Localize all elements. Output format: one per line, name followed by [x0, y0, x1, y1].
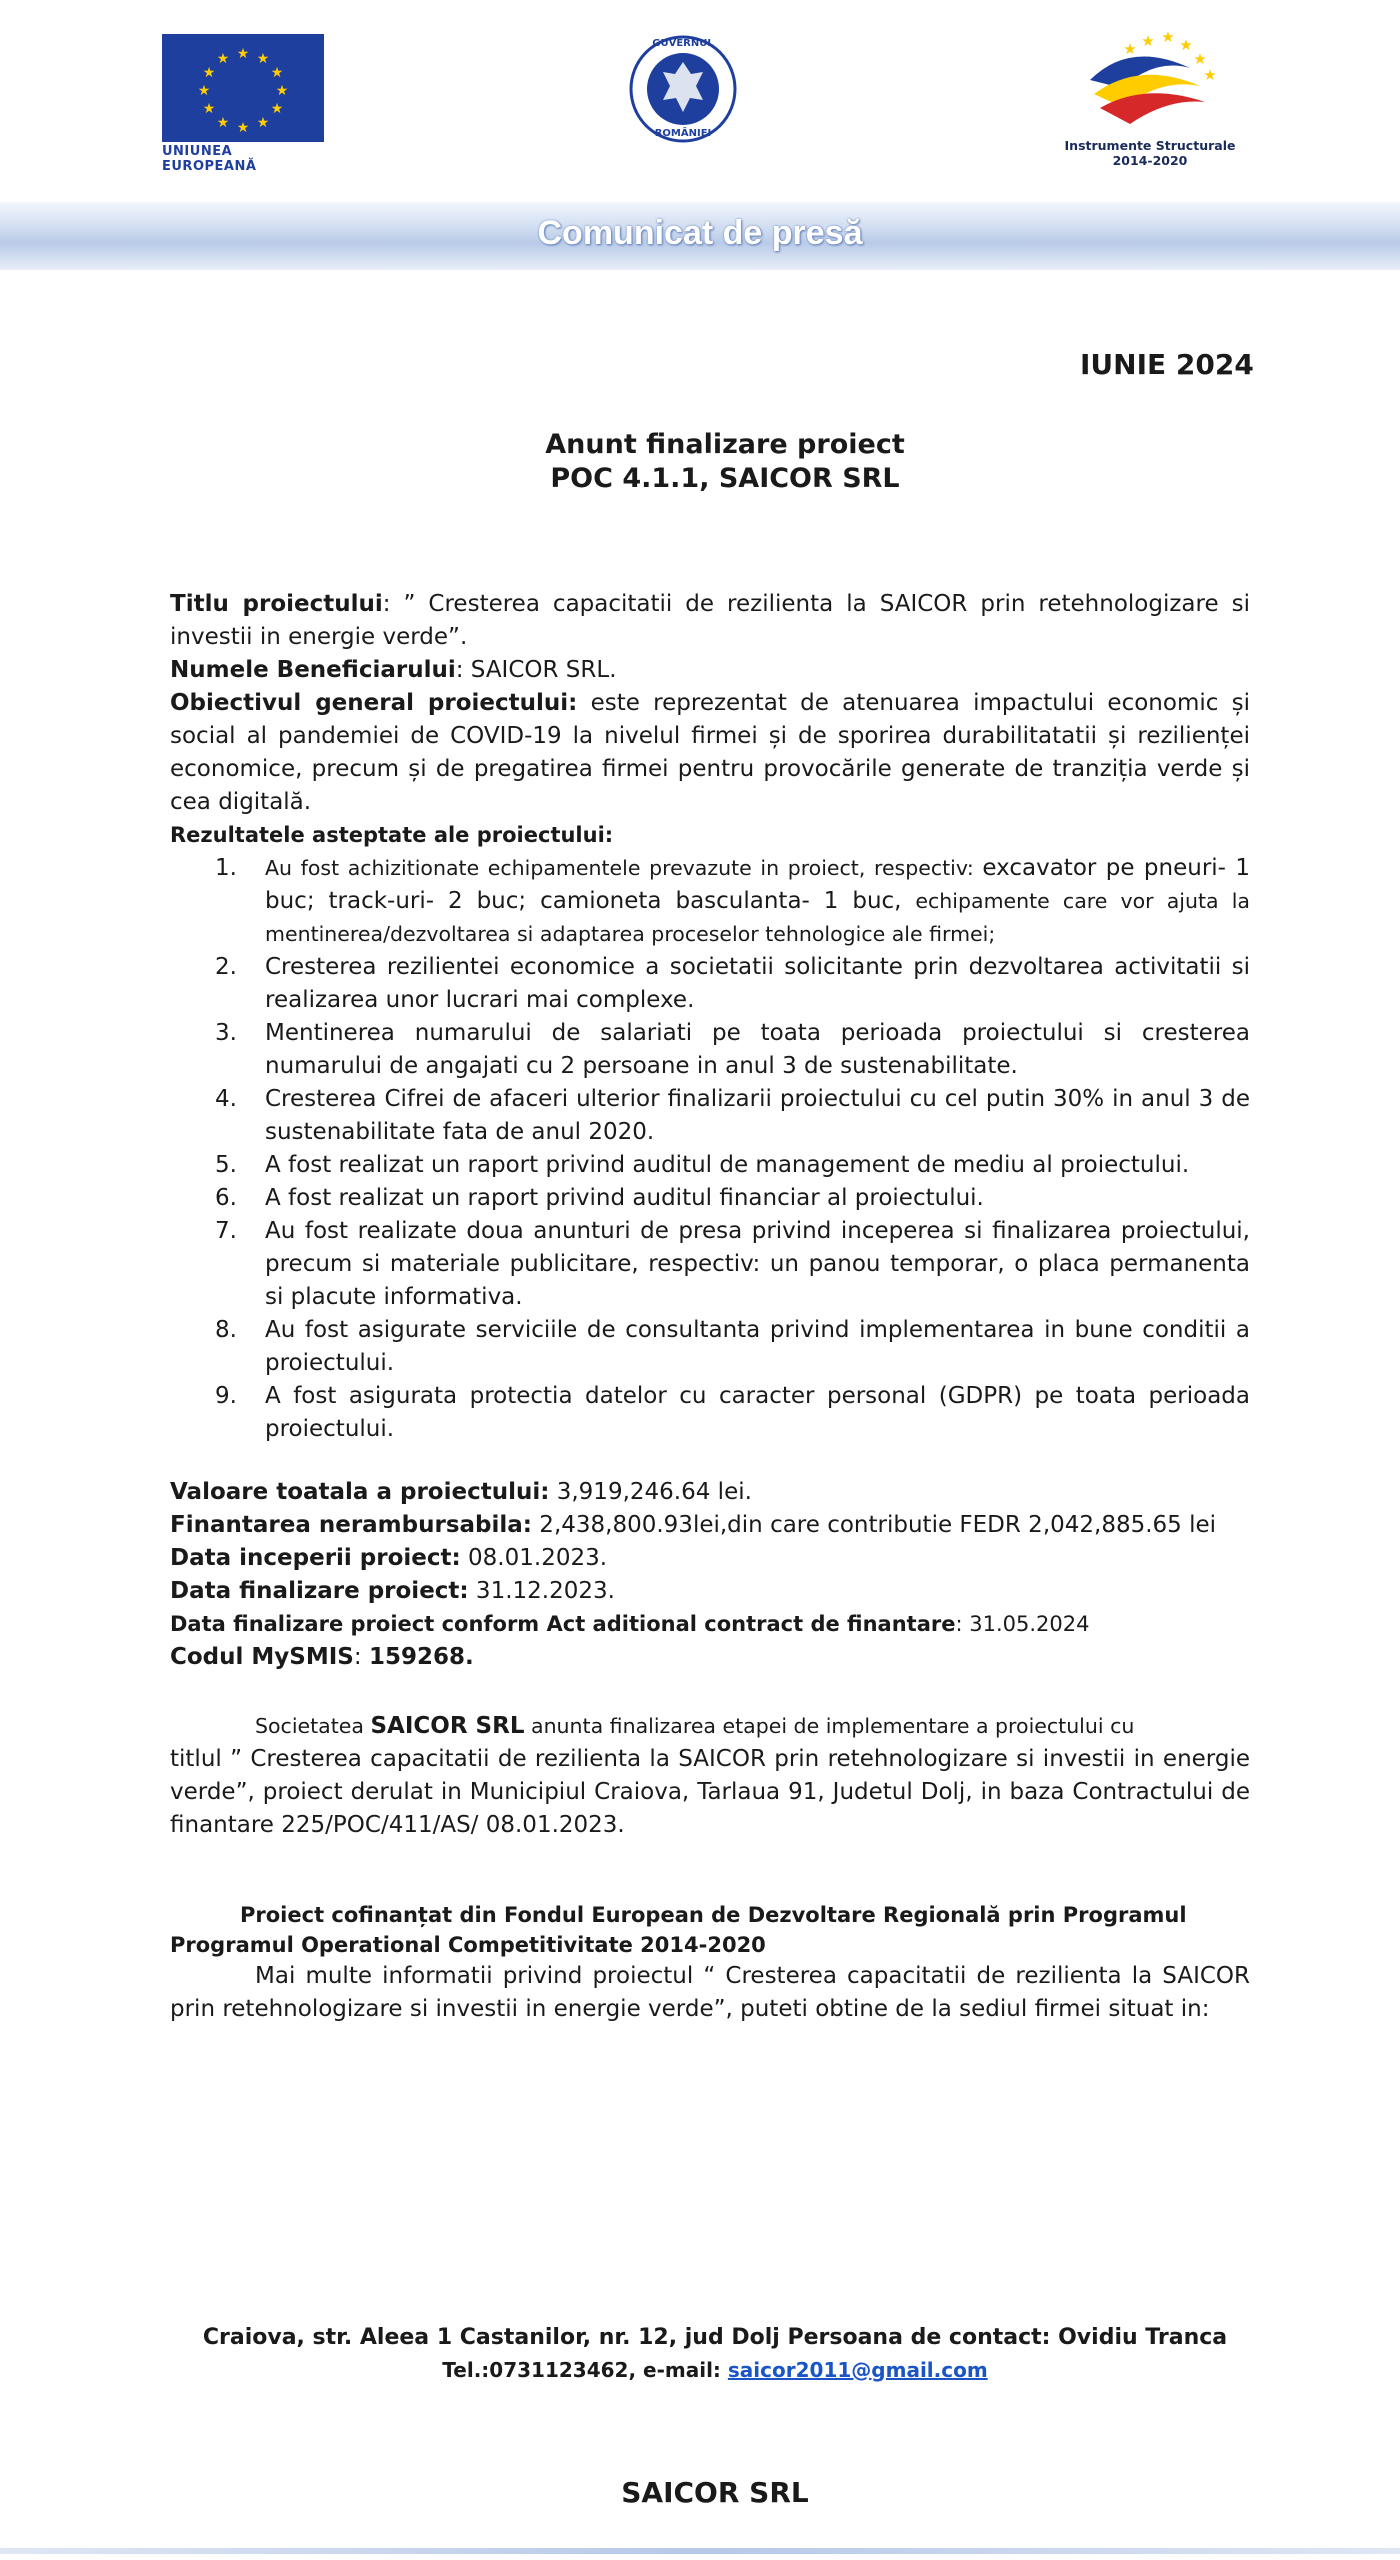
statement-p2: anunta finalizarea etapei de implementare a proiectului cu — [524, 1714, 1135, 1738]
cofinance-line2: Programul Operational Competitivitate 2014-2020 — [170, 1933, 766, 1957]
svg-text:★: ★ — [216, 51, 230, 67]
svg-text:★: ★ — [1161, 28, 1175, 46]
instrumente-structurale-logo — [1060, 28, 1240, 178]
svg-text:★: ★ — [256, 115, 270, 131]
list-item-number: 7. — [215, 1218, 237, 1244]
document-body — [170, 588, 1250, 2026]
objective-value: este reprezentat de atenuarea impactului economic și social al pandemiei de COVID-19 la nivelul firmei și de sporirea durabilitatatii și rezilienței economice, precum și de pregatirea firmei pentru provocările generate de tranziția verde și cea digitală. — [170, 690, 1250, 815]
footer-company-name: SAICOR SRL — [621, 2476, 809, 2509]
addendum-date-value: : 31.05.2024 — [955, 1612, 1090, 1636]
list-item-text: A fost asigurata protectia datelor cu caracter personal (GDPR) pe toata perioada proiectului. — [265, 1383, 1250, 1442]
announcement-title — [0, 428, 1400, 496]
eu-logo — [162, 34, 328, 174]
total-value-label: Valoare toatala a proiectului: — [170, 1479, 550, 1505]
list-item-text-a: Au fost achizitionate echipamentele prevazute in proiect, respectiv: — [265, 856, 983, 880]
mysmis-label: Codul MySMIS — [170, 1644, 354, 1670]
results-list — [170, 852, 1250, 1446]
contact-phone: Tel.:0731123462, e-mail: — [442, 2358, 728, 2382]
release-date: IUNIE 2024 — [1080, 348, 1254, 381]
svg-text:★: ★ — [1179, 36, 1193, 54]
list-item-number: 6. — [215, 1185, 237, 1211]
svg-text:★: ★ — [270, 101, 284, 117]
list-item — [170, 951, 1250, 1017]
statement-line1 — [170, 1710, 1250, 1743]
banner-title: Comunicat de presă — [537, 214, 863, 252]
list-item-text: A fost realizat un raport privind auditul de management de mediu al proiectului. — [265, 1152, 1190, 1178]
contact-phone-line — [0, 2354, 1400, 2386]
beneficiary-value: : SAICOR SRL. — [455, 657, 617, 683]
svg-text:★: ★ — [1123, 40, 1137, 58]
svg-text:★: ★ — [236, 46, 250, 62]
list-item-number: 5. — [215, 1152, 237, 1178]
list-item-number: 9. — [215, 1383, 237, 1409]
project-title-paragraph — [170, 588, 1250, 654]
is-caption-line2: 2014-2020 — [1112, 153, 1188, 168]
mysmis-colon: : — [353, 1644, 369, 1670]
svg-text:★: ★ — [256, 51, 270, 67]
statement-paragraph — [170, 1710, 1250, 1842]
list-item-text: Cresterea Cifrei de afaceri ulterior finalizarii proiectului cu cel putin 30% in anul 3 de sustenabilitate fata de anul 2020. — [265, 1086, 1250, 1145]
financial-details — [170, 1476, 1250, 1674]
contact-email-link[interactable]: saicor2011@gmail.com — [727, 2358, 988, 2382]
eu-flag-icon — [162, 34, 324, 142]
end-date-label: Data finalizare proiect: — [170, 1578, 469, 1604]
announcement-line1: Anunt finalizare proiect — [545, 429, 905, 460]
statement-company: SAICOR SRL — [370, 1713, 525, 1739]
list-item — [170, 1380, 1250, 1446]
svg-text:★: ★ — [197, 83, 211, 99]
start-date-label: Data inceperii proiect: — [170, 1545, 461, 1571]
svg-text:★: ★ — [236, 120, 250, 136]
list-item-number: 8. — [215, 1317, 237, 1343]
objective-paragraph — [170, 687, 1250, 819]
project-title-label: Titlu proiectului — [170, 591, 383, 617]
more-info-paragraph: Mai multe informatii privind proiectul “ Cresterea capacitatii de rezilienta la SAICOR prin retehnologizare si investii in energie verde”, puteti obtine de la sediul firmei situat in: — [170, 1963, 1250, 2022]
gov-text-top: GUVERNUL — [652, 38, 714, 49]
addendum-date-label: Data finalizare proiect conform Act aditional contract de finantare — [170, 1612, 956, 1636]
total-value: 3,919,246.64 lei. — [549, 1479, 752, 1505]
svg-text:★: ★ — [1203, 66, 1217, 84]
svg-text:★: ★ — [270, 65, 284, 81]
total-value-line — [170, 1476, 1250, 1509]
footer-divider — [0, 2548, 1400, 2554]
nonrefundable-line — [170, 1509, 1250, 1542]
start-date-value: 08.01.2023. — [460, 1545, 608, 1571]
nonrefundable-label: Finantarea nerambursabila: — [170, 1512, 532, 1538]
list-item — [170, 1314, 1250, 1380]
announcement-line2: POC 4.1.1, SAICOR SRL — [550, 463, 900, 494]
svg-text:★: ★ — [1141, 32, 1155, 50]
list-item — [170, 1182, 1250, 1215]
list-item — [170, 1017, 1250, 1083]
mysmis-line — [170, 1641, 1250, 1674]
list-item — [170, 1083, 1250, 1149]
cofinance-line1: Proiect cofinanțat din Fondul European de Dezvoltare Regională prin Programul — [240, 1903, 1187, 1927]
start-date-line — [170, 1542, 1250, 1575]
list-item-number: 2. — [215, 954, 237, 980]
cofinance-note — [170, 1900, 1250, 1960]
svg-text:★: ★ — [202, 65, 216, 81]
results-label: Rezultatele asteptate ale proiectului: — [170, 823, 614, 847]
beneficiary-paragraph — [170, 654, 1250, 687]
svg-text:★: ★ — [1193, 50, 1207, 68]
statement-p1: Societatea — [255, 1714, 371, 1738]
svg-text:★: ★ — [216, 115, 230, 131]
list-item-number: 3. — [215, 1020, 237, 1046]
list-item-number: 1. — [215, 855, 237, 881]
list-item-number: 4. — [215, 1086, 237, 1112]
list-item-text-c: echipamente care vor ajuta la mentinerea/dezvoltarea si adaptarea proceselor tehnologice ale firmei; — [265, 889, 1250, 946]
beneficiary-label: Numele Beneficiarului — [170, 657, 456, 683]
contact-address: Craiova, str. Aleea 1 Castanilor, nr. 12, jud Dolj Persoana de contact: Ovidiu Tranca — [202, 2325, 1228, 2350]
mysmis-value: 159268. — [368, 1644, 474, 1670]
list-item-text: Au fost asigurate serviciile de consultanta privind implementarea in bune conditii a proiectului. — [265, 1317, 1250, 1376]
list-item-text: Cresterea rezilientei economice a societatii solicitante prin dezvoltarea activitatii si realizarea unor lucrari mai complexe. — [265, 954, 1250, 1013]
list-item — [170, 1149, 1250, 1182]
list-item-text: Au fost realizate doua anunturi de presa privind inceperea si finalizarea proiectului, precum si materiale publicitare, respectiv: un panou temporar, o placa permanenta si placute informativa. — [265, 1218, 1250, 1310]
svg-text:★: ★ — [202, 101, 216, 117]
contact-block — [0, 2322, 1400, 2386]
press-release-banner — [0, 200, 1400, 270]
objective-label: Obiectivul general proiectului: — [170, 690, 578, 716]
gov-text-bottom: ROMÂNIEI — [654, 128, 712, 139]
svg-text:★: ★ — [275, 83, 289, 99]
addendum-date-line — [170, 1608, 1250, 1641]
nonrefundable-value: 2,438,800.93lei,din care contributie FEDR 2,042,885.65 lei — [532, 1512, 1217, 1538]
is-caption-line1: Instrumente Structurale — [1064, 138, 1236, 153]
list-item-text: Mentinerea numarului de salariati pe toata perioada proiectului si cresterea numarului de angajati cu 2 persoane in anul 3 de sustenabilitate. — [265, 1020, 1250, 1079]
statement-p3: titlul ” Cresterea capacitatii de rezilienta la SAICOR prin retehnologizare si investii in energie verde”, proiect derulat in Municipiul Craiova, Tarlaua 91, Judetul Dolj, in baza Contractului de finantare 225/POC/411/AS/ 08.01.2023. — [170, 1746, 1250, 1838]
list-item — [170, 852, 1250, 951]
list-item-text-b: excavator pe pneuri- 1 buc; track-uri- 2 buc; camioneta basculanta- 1 buc, — [265, 855, 1251, 914]
instrumente-structurale-icon — [1060, 28, 1240, 134]
list-item — [170, 1215, 1250, 1314]
project-title-value: : ” Cresterea capacitatii de rezilienta la SAICOR prin retehnologizare si investii in energie verde”. — [170, 591, 1250, 650]
end-date-value: 31.12.2023. — [468, 1578, 615, 1604]
list-item-text: A fost realizat un raport privind auditul financiar al proiectului. — [265, 1185, 984, 1211]
end-date-line — [170, 1575, 1250, 1608]
eu-caption: UNIUNEA EUROPEANĂ — [162, 144, 257, 174]
